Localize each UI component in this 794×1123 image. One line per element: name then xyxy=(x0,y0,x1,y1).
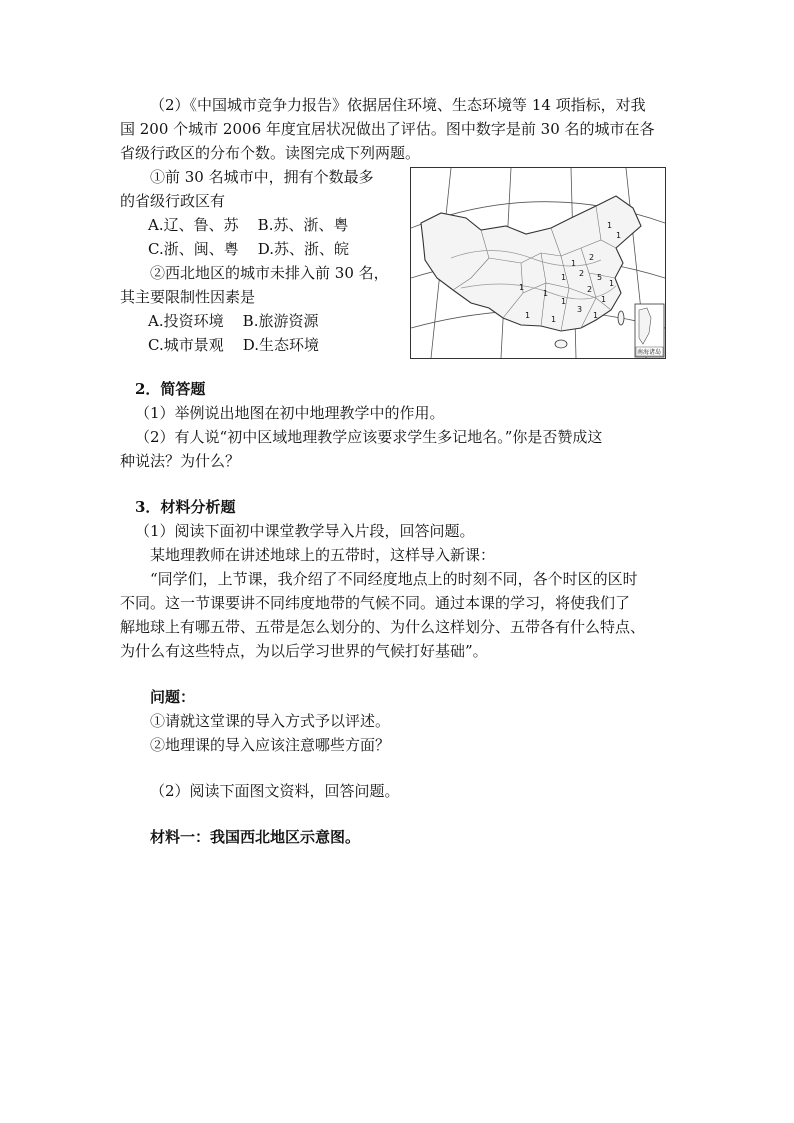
south-china-sea-inset xyxy=(635,304,664,357)
china-city-map xyxy=(410,167,666,359)
section-3-item-2: （2）阅读下面图文资料，回答问题。 xyxy=(150,782,400,800)
section-2-item-1: （1）举例说出地图在初中地理教学中的作用。 xyxy=(135,404,445,422)
map-count-label: 5 xyxy=(597,273,603,282)
map-count-label: 2 xyxy=(589,253,595,262)
document-page xyxy=(120,93,680,849)
question-2-stem-a: ②西北地区的城市未排入前 30 名， xyxy=(150,264,389,282)
map-count-label: 1 xyxy=(543,289,549,298)
question-1-options-ab: A.辽、鲁、苏 B.苏、浙、粤 xyxy=(148,216,349,234)
section-3-heading: 3．材料分析题 xyxy=(135,498,236,516)
section-3-context: 某地理教师在讲述地球上的五带时，这样导入新课： xyxy=(150,546,496,564)
spacer xyxy=(120,757,680,779)
map-count-label: 1 xyxy=(609,279,615,288)
map-count-label: 1 xyxy=(571,259,577,268)
map-count-label: 1 xyxy=(519,283,525,292)
spacer xyxy=(120,357,680,377)
map-count-label: 1 xyxy=(607,221,613,230)
map-count-label: 1 xyxy=(593,311,599,320)
question-a: ①请就这堂课的导入方式予以评述。 xyxy=(150,712,391,730)
question-2-options-ab: A.投资环境 B.旅游资源 xyxy=(148,312,319,330)
map-count-label: 1 xyxy=(601,295,607,304)
section-3-quote-3: 解地球上有哪五带、五带是怎么划分的、为什么这样划分、五带各有什么特点、 xyxy=(120,618,646,636)
question-1-stem-b: 的省级行政区有 xyxy=(120,192,226,210)
map-count-label: 3 xyxy=(577,305,583,314)
section-3-item-1: （1）阅读下面初中课堂教学导入片段，回答问题。 xyxy=(135,522,475,540)
inset-label: 南海诸岛 xyxy=(637,349,662,356)
question-1-options-cd: C.浙、闽、粤 D.苏、浙、皖 xyxy=(148,240,350,258)
map-count-label: 2 xyxy=(587,285,593,294)
section-2-heading: 2．简答题 xyxy=(135,380,206,398)
question-2-options-cd: C.城市景观 D.生态环境 xyxy=(148,336,320,354)
spacer xyxy=(120,663,680,685)
question-2-stem-b: 其主要限制性因素是 xyxy=(120,288,256,306)
map-count-label: 1 xyxy=(616,231,622,240)
intro-line-2: 国 200 个城市 2006 年度宜居状况做出了评估。图中数字是前 30 名的城市在各 xyxy=(120,120,655,138)
map-count-label: 1 xyxy=(561,297,567,306)
spacer xyxy=(120,803,680,825)
question-1-stem-a: ①前 30 名城市中，拥有个数最多 xyxy=(150,168,374,186)
section-2-item-2a: （2）有人说“初中区域地理教学应该要求学生多记地名。”你是否赞成这 xyxy=(135,428,603,446)
intro-line-1: （2）《中国城市竞争力报告》依据居住环境、生态环境等 14 项指标，对我 xyxy=(150,96,646,114)
questions-label: 问题： xyxy=(150,688,196,706)
section-3-quote-1: “同学们，上节课，我介绍了不同经度地点上的时刻不同，各个时区的区时 xyxy=(150,570,638,588)
multiple-choice-block xyxy=(120,165,680,357)
section-2-item-2b: 种说法？为什么？ xyxy=(120,452,241,470)
material-1: 材料一：我国西北地区示意图。 xyxy=(150,828,361,846)
map-count-label: 1 xyxy=(551,315,557,324)
hainan-shape xyxy=(555,340,567,348)
map-count-label: 1 xyxy=(561,273,567,282)
section-3-quote-2: 不同。这一节课要讲不同纬度地带的气候不同。通过本课的学习，将使我们了 xyxy=(120,594,631,612)
section-3-quote-4: 为什么有这些特点，为以后学习世界的气候打好基础”。 xyxy=(120,642,488,660)
question-b: ②地理课的导入应该注意哪些方面？ xyxy=(150,736,391,754)
map-count-label: 1 xyxy=(525,311,531,320)
multiple-choice-questions xyxy=(120,165,410,357)
taiwan-shape xyxy=(618,311,624,325)
map-count-label: 2 xyxy=(579,269,585,278)
spacer xyxy=(120,473,680,495)
intro-line-3: 省级行政区的分布个数。读图完成下列两题。 xyxy=(120,144,421,162)
china-outline xyxy=(421,196,641,331)
china-map-svg xyxy=(411,168,665,358)
